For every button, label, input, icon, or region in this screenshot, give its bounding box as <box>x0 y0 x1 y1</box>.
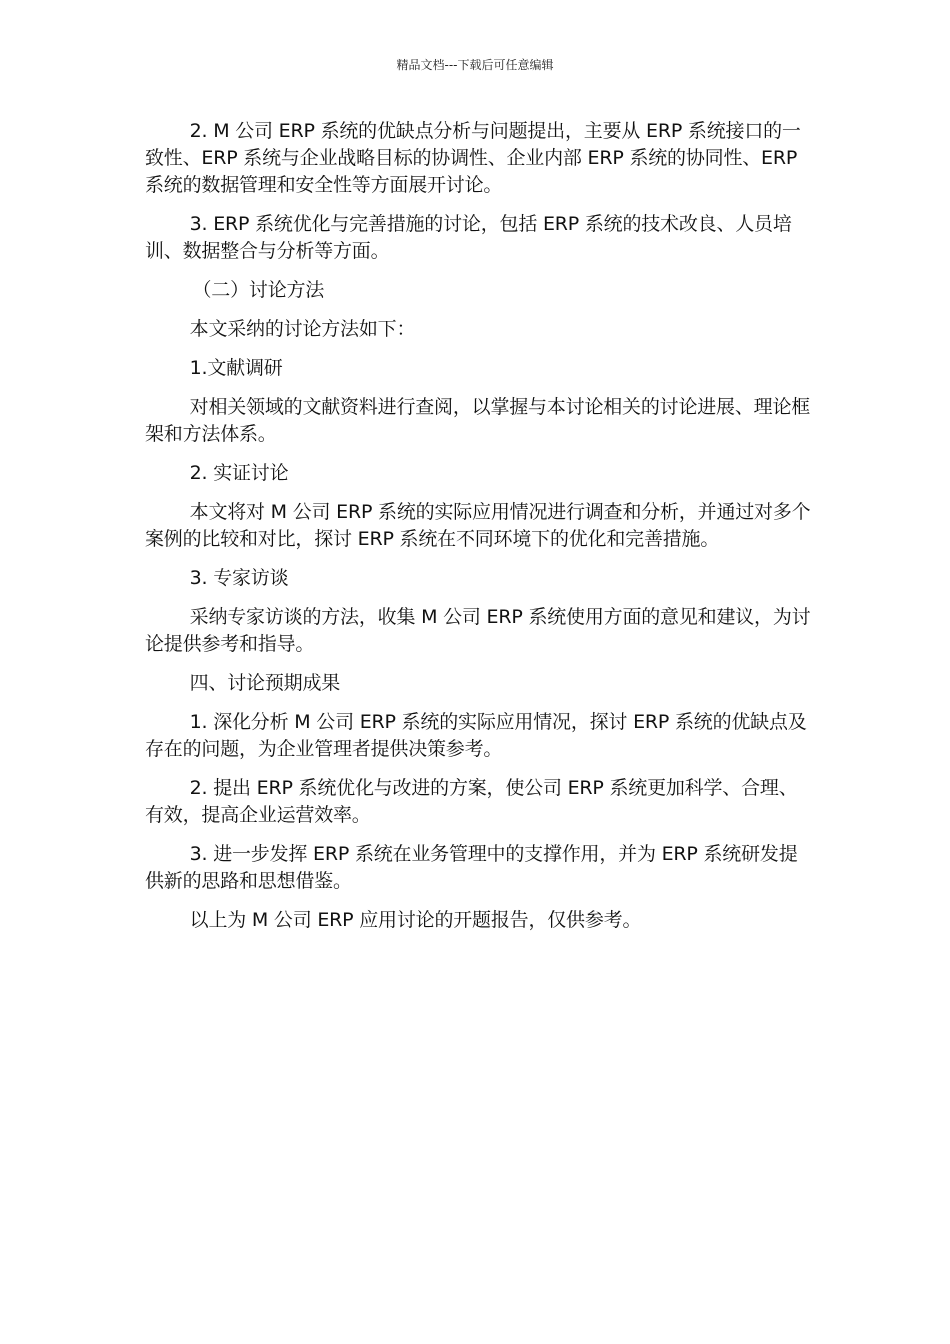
document-body <box>145 118 815 946</box>
page-header: 精品文档---下载后可任意编辑 <box>396 58 554 72</box>
section-heading-expected-results: 四、讨论预期成果 <box>189 672 341 694</box>
subheading-empirical-study: 2. 实证讨论 <box>189 462 289 484</box>
paragraph-methods-intro: 本文采纳的讨论方法如下： <box>189 318 416 340</box>
paragraph-optimization-measures: 3. ERP 系统优化与完善措施的讨论，包括 ERP 系统的技术改良、人员培训、数据整合与分析等方面。 <box>145 213 792 262</box>
subheading-literature-review: 1.文献调研 <box>189 357 283 379</box>
section-heading-methods: （二）讨论方法 <box>192 279 325 301</box>
paragraph-expected-result-3: 3. 进一步发挥 ERP 系统在业务管理中的支撑作用，并为 ERP 系统研发提供新的思路和思想借鉴。 <box>145 843 798 892</box>
paragraph-interface-analysis: 2. M 公司 ERP 系统的优缺点分析与问题提出，主要从 ERP 系统接口的一致性、ERP 系统与企业战略目标的协调性、企业内部 ERP 系统的协同性、ERP 系统的数据管理和安全性等方面展开讨论。 <box>145 120 801 196</box>
paragraph-expected-result-2: 2. 提出 ERP 系统优化与改进的方案，使公司 ERP 系统更加科学、合理、有效，提高企业运营效率。 <box>145 777 798 826</box>
paragraph-empirical-study: 本文将对 M 公司 ERP 系统的实际应用情况进行调查和分析，并通过对多个案例的比较和对比，探讨 ERP 系统在不同环境下的优化和完善措施。 <box>145 501 811 550</box>
subheading-expert-interview: 3. 专家访谈 <box>189 567 289 589</box>
paragraph-literature-review: 对相关领域的文献资料进行查阅，以掌握与本讨论相关的讨论进展、理论框架和方法体系。 <box>145 396 811 445</box>
paragraph-expected-result-1: 1. 深化分析 M 公司 ERP 系统的实际应用情况，探讨 ERP 系统的优缺点及存在的问题，为企业管理者提供决策参考。 <box>145 711 807 760</box>
paragraph-expert-interview: 采纳专家访谈的方法，收集 M 公司 ERP 系统使用方面的意见和建议，为讨论提供参考和指导。 <box>145 606 811 655</box>
paragraph-conclusion: 以上为 M 公司 ERP 应用讨论的开题报告，仅供参考。 <box>189 909 642 931</box>
